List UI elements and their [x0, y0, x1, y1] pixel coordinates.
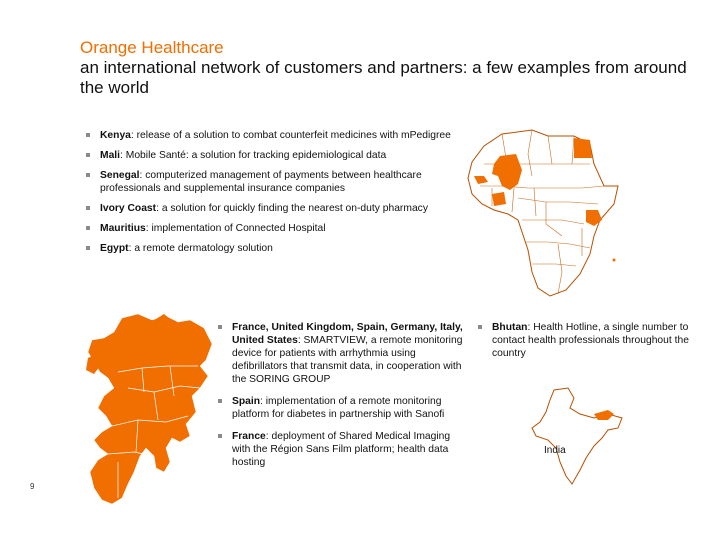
- item-text: : implementation of Connected Hospital: [145, 223, 326, 234]
- bullet-square-icon: [86, 173, 90, 177]
- item-text: : deployment of Shared Medical Imaging with the Région Sans Film platform; health data hosting: [232, 431, 451, 468]
- item-text: : computerized management of payments between healthcare professionals and supplemental insurance companies: [100, 170, 422, 194]
- country-name: Spain: [232, 396, 261, 407]
- europe-land: [88, 314, 212, 504]
- bullet-square-icon: [86, 226, 90, 230]
- country-name: Mauritius: [100, 223, 146, 234]
- list-item: [86, 169, 456, 195]
- slide-title: [80, 38, 700, 98]
- title-line-1: Orange Healthcare: [80, 38, 224, 57]
- list-item: [86, 222, 456, 235]
- country-name: France: [232, 431, 266, 442]
- list-item: [86, 202, 456, 215]
- bullet-square-icon: [218, 434, 222, 438]
- ivory-coast-region: [492, 192, 506, 206]
- country-name: Egypt: [100, 243, 129, 254]
- country-name: France, United Kingdom, Spain, Germany, Italy, United States: [232, 322, 463, 346]
- country-name: Ivory Coast: [100, 203, 157, 214]
- india-map: [528, 384, 632, 488]
- list-item: [478, 321, 700, 360]
- list-item: [86, 149, 456, 162]
- item-text: : SMARTVIEW, a remote monitoring device for patients with arrhythmia using defibrillators that transmit data, in cooperation with the SORING GROUP: [232, 335, 463, 385]
- list-item: [218, 430, 466, 469]
- country-name: Senegal: [100, 170, 140, 181]
- africa-map: [462, 124, 622, 306]
- country-name: Kenya: [100, 130, 131, 141]
- india-map-label: India: [544, 445, 566, 456]
- item-text: : release of a solution to combat counterfeit medicines with mPedigree: [130, 130, 451, 141]
- item-text: : Health Hotline, a single number to contact health professionals throughout the country: [492, 322, 689, 359]
- mauritius-marker: [613, 259, 616, 262]
- item-text: : Mobile Santé: a solution for tracking epidemiological data: [120, 150, 387, 161]
- list-item: [86, 129, 456, 142]
- egypt-region: [574, 138, 592, 158]
- bullet-square-icon: [86, 133, 90, 137]
- title-line-2: an international network of customers and partners: a few examples from around the world: [80, 58, 687, 97]
- bullet-square-icon: [218, 399, 222, 403]
- europe-map: [78, 312, 218, 512]
- africa-examples-list: [86, 129, 456, 262]
- bullet-square-icon: [86, 246, 90, 250]
- bullet-square-icon: [86, 206, 90, 210]
- bullet-square-icon: [478, 325, 482, 329]
- country-name: Bhutan: [492, 322, 528, 333]
- india-outline: [532, 388, 622, 484]
- europe-examples-list: [218, 321, 466, 478]
- bullet-square-icon: [218, 325, 222, 329]
- country-name: Mali: [100, 150, 121, 161]
- item-text: : implementation of a remote monitoring platform for diabetes in partnership with Sanofi: [232, 396, 445, 420]
- page-number: 9: [30, 482, 35, 491]
- asia-examples-list: [478, 321, 700, 360]
- bullet-square-icon: [86, 153, 90, 157]
- item-text: : a remote dermatology solution: [128, 243, 273, 254]
- list-item: [218, 395, 466, 421]
- list-item: [218, 321, 466, 386]
- item-text: : a solution for quickly finding the nearest on-duty pharmacy: [156, 203, 428, 214]
- list-item: [86, 242, 456, 255]
